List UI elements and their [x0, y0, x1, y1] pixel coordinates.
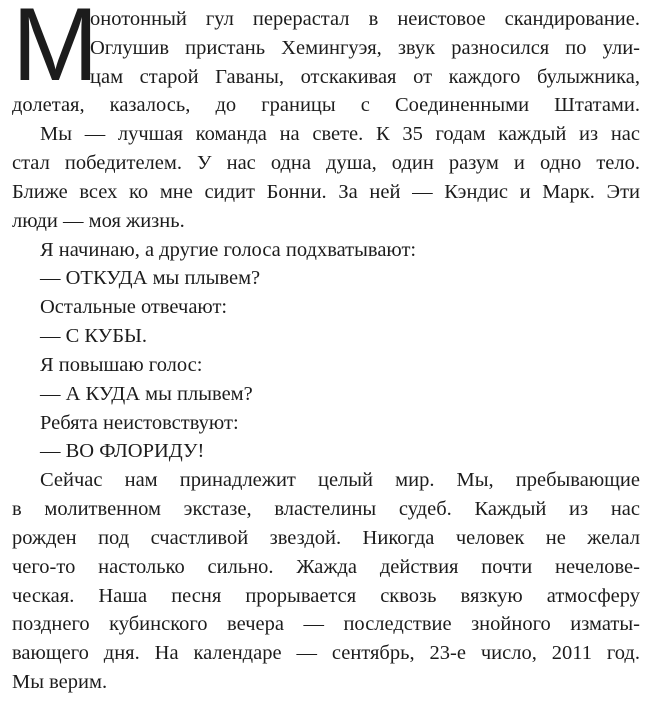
text-line: рожден под счастливой звездой. Никогда человек не желал [12, 526, 640, 549]
text-line: Я повышаю голос: [40, 353, 203, 376]
text-line: Ближе всех ко мне сидит Бонни. За ней — Кэндис и Марк. Эти [12, 180, 640, 203]
text-line: Мы верим. [12, 671, 108, 693]
text-line: — А КУДА мы плывем? [40, 382, 253, 405]
text-line: онотонный гул перерастал в неистовое скандирование. [90, 8, 640, 30]
text-line: — ВО ФЛОРИДУ! [40, 440, 205, 463]
book-page [12, 0, 640, 708]
text-line: люди — моя жизнь. [12, 209, 185, 232]
text-line: цам старой Гаваны, отскакивая от каждого булыжника, [90, 65, 640, 88]
text-line: вающего дня. На календаре — сентябрь, 23-е число, 2011 год. [12, 642, 640, 665]
text-line: в молитвенном экстазе, властелины судеб. Каждый из нас [12, 498, 640, 521]
text-line: долетая, казалось, до границы с Соединенными Штатами. [12, 94, 640, 117]
text-line: Остальные отвечают: [40, 296, 228, 319]
text-line: — ОТКУДА мы плывем? [40, 267, 261, 290]
text-line: стал победителем. У нас одна душа, один разум и одно тело. [12, 152, 640, 175]
drop-cap-letter: М [12, 0, 97, 103]
text-line: Ребята неистовствуют: [40, 411, 239, 434]
text-line: Оглушив пристань Хемингуэя, звук разносился по ули- [90, 36, 640, 59]
text-line: позднего кубинского вечера — последствие знойного изматы- [12, 613, 640, 636]
text-line: — С КУБЫ. [40, 325, 147, 348]
text-line: чего-то настолько сильно. Жажда действия почти нечелове- [12, 555, 640, 578]
text-line: Сейчас нам принадлежит целый мир. Мы, пребывающие [40, 469, 640, 492]
text-line: Мы — лучшая команда на свете. К 35 годам каждый из нас [40, 123, 640, 146]
text-line: ческая. Наша песня прорывается сквозь вязкую атмосферу [12, 584, 640, 607]
text-line: Я начинаю, а другие голоса подхватывают: [40, 238, 417, 261]
